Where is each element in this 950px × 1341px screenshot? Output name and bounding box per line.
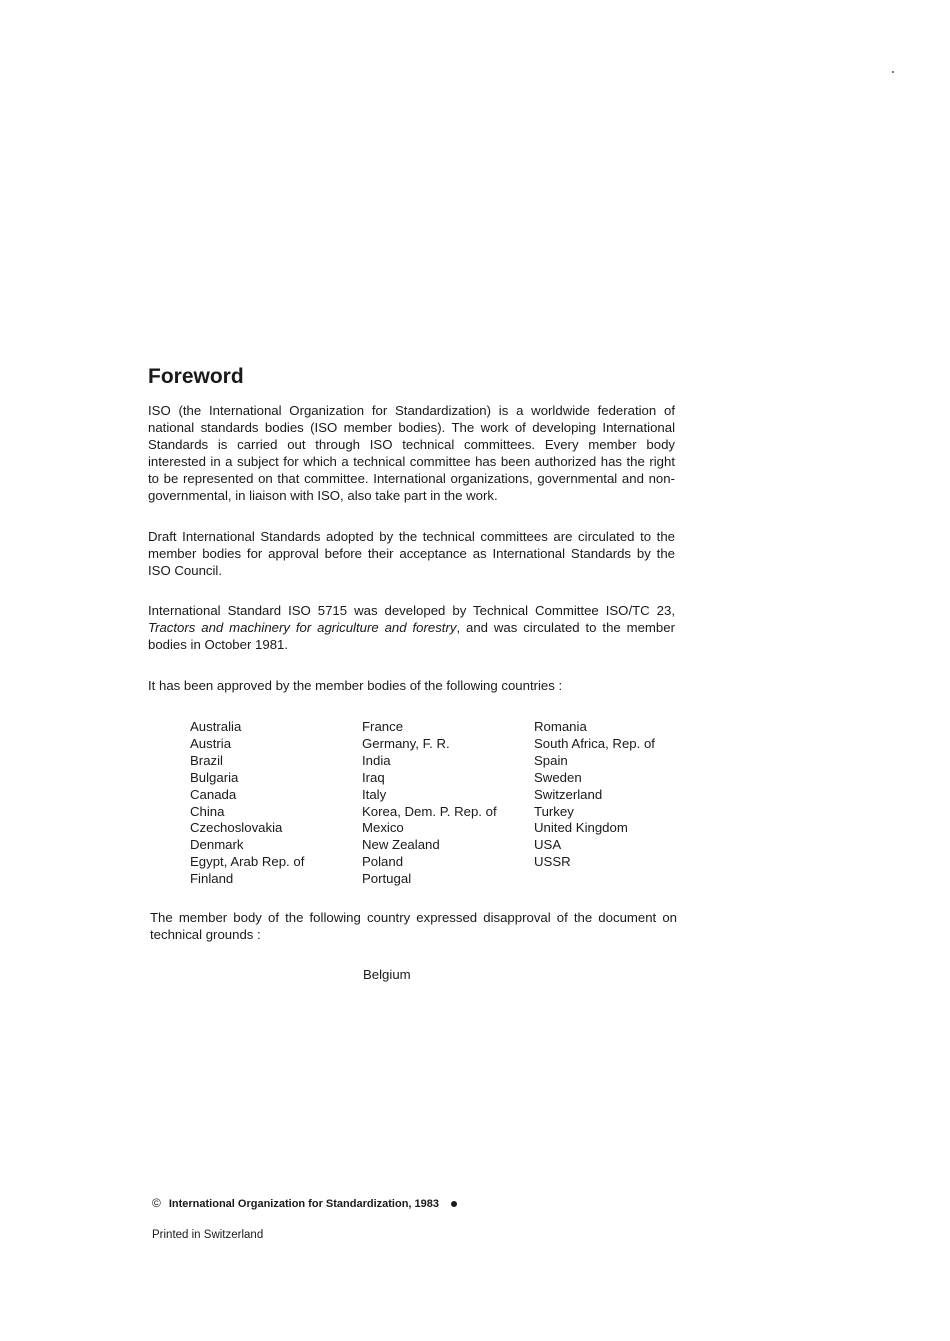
page-title: Foreword	[148, 365, 244, 388]
country-item: Poland	[362, 854, 404, 870]
country-item: New Zealand	[362, 837, 440, 853]
country-list-column-2	[362, 719, 497, 888]
country-item: USA	[534, 837, 562, 853]
country-item: Italy	[362, 786, 387, 802]
country-item: India	[362, 752, 391, 768]
country-item: Czechoslovakia	[190, 820, 283, 836]
country-item: Korea, Dem. P. Rep. of	[362, 803, 497, 819]
country-item: Australia	[190, 719, 242, 734]
country-item: Austria	[190, 735, 232, 751]
country-item: Switzerland	[534, 786, 603, 802]
paragraph-development-text: International Standard ISO 5715 was developed by Technical Committee ISO/TC 23,	[148, 603, 675, 618]
country-list-column-1	[190, 719, 304, 888]
paragraph-approval: It has been approved by the member bodies of the following countries :	[148, 678, 563, 693]
country-item: France	[362, 719, 404, 734]
country-list-column-3	[534, 719, 655, 871]
paragraph-development-text-end: , and was circulated to the member bodies in October 1981.	[148, 619, 675, 652]
paragraph-development	[148, 603, 675, 654]
paragraph-draft-standards: Draft International Standards adopted by the technical committees are circulated to the member bodies for approval before their acceptance as International Standards by the ISO Council.	[148, 529, 675, 578]
bullet-dot	[451, 1201, 457, 1207]
country-item: Germany, F. R.	[362, 735, 450, 751]
country-item: Iraq	[362, 769, 385, 785]
country-item: Spain	[534, 752, 568, 768]
disapproval-country: Belgium	[363, 967, 411, 982]
committee-title: Tractors and machinery for agriculture and forestry	[148, 619, 457, 635]
paragraph-disapproval: The member body of the following country expressed disapproval of the document on technical grounds :	[150, 910, 677, 942]
copyright-symbol: ©	[152, 1196, 161, 1210]
paragraph-iso-intro: ISO (the International Organization for Standardization) is a worldwide federation of national standards bodies (ISO member bodies). The work of developing International Standards is carried out through ISO technical committees. Every member body interested in a subject for which a technical committee has been authorized has the right to be represented on that committee. International organizations, governmental and non-governmental, in liaison with ISO, also take part in the work.	[148, 403, 675, 503]
printed-in: Printed in Switzerland	[152, 1229, 264, 1241]
country-item: Brazil	[190, 752, 223, 768]
country-item: Egypt, Arab Rep. of	[190, 854, 305, 870]
country-item: Portugal	[362, 871, 412, 887]
scan-speck	[892, 71, 894, 73]
country-item: United Kingdom	[534, 820, 628, 836]
country-item: Turkey	[534, 803, 574, 819]
country-item: Finland	[190, 871, 234, 887]
country-item: South Africa, Rep. of	[534, 735, 655, 751]
country-item: Sweden	[534, 769, 582, 785]
copyright-line	[152, 1196, 457, 1211]
country-item: China	[190, 803, 225, 819]
country-item: Mexico	[362, 820, 404, 836]
country-item: Denmark	[190, 837, 244, 853]
country-item: Romania	[534, 719, 587, 734]
country-item: Canada	[190, 786, 237, 802]
copyright-text: International Organization for Standardization, 1983	[168, 1198, 439, 1210]
country-item: Bulgaria	[190, 769, 239, 785]
country-item: USSR	[534, 854, 571, 870]
